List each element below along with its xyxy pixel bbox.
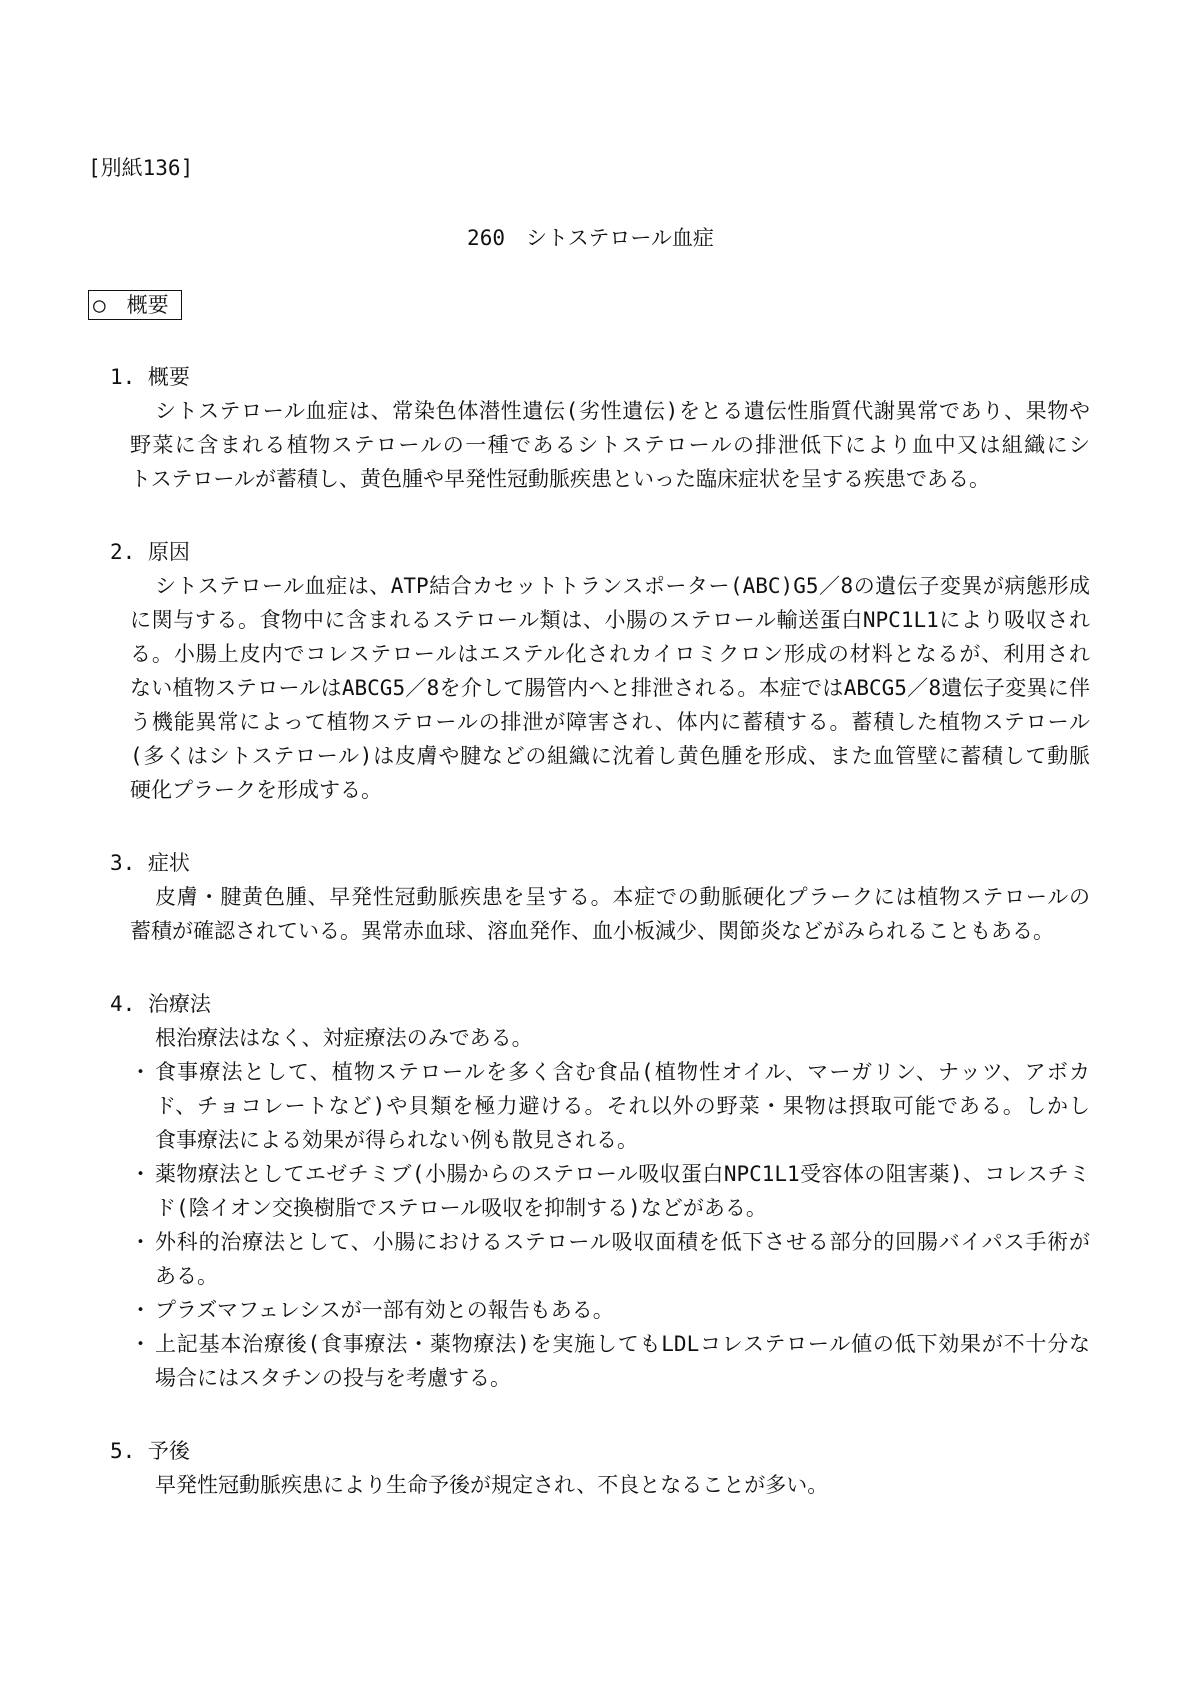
bullet-item — [110, 1157, 1090, 1225]
bullet-line: 外科的治療法として、小腸におけるステロール吸収面積を低下させる部分的回腸バイパス手術が — [155, 1230, 1090, 1254]
bullet-item — [110, 1055, 1090, 1157]
attachment-label: [別紙136] — [88, 156, 194, 180]
section-heading: 1. 概要 — [110, 365, 190, 389]
section — [110, 987, 1090, 1395]
summary-section-box: ○ 概要 — [88, 290, 182, 320]
section-heading: 5. 予後 — [110, 1439, 190, 1463]
paragraph-line: シトステロール血症は、ATP結合カセットトランスポーター(ABC)G5／8の遺伝子変異が病態形成 — [155, 574, 1090, 598]
paragraph-line: 硬化プラークを形成する。 — [130, 778, 382, 802]
section-heading: 3. 症状 — [110, 851, 190, 875]
bullet-line: ド(陰イオン交換樹脂でステロール吸収を抑制する)などがある。 — [155, 1196, 767, 1220]
paragraph-line: に関与する。食物中に含まれるステロール類は、小腸のステロール輸送蛋白NPC1L1により吸収され — [130, 608, 1090, 632]
bullet-mark: ・ — [130, 1060, 151, 1084]
section-heading: 2. 原因 — [110, 540, 190, 564]
paragraph-line: トステロールが蓄積し、黄色腫や早発性冠動脈疾患といった臨床症状を呈する疾患である。 — [130, 467, 990, 491]
bullet-item — [110, 1327, 1090, 1395]
bullet-line: 場合にはスタチンの投与を考慮する。 — [155, 1366, 511, 1390]
paragraph-line: ない植物ステロールはABCG5／8を介して腸管内へと排泄される。本症ではABCG5／8遺伝子変異に伴 — [130, 676, 1090, 700]
paragraph-line: る。小腸上皮内でコレステロールはエステル化されカイロミクロン形成の材料となるが、利用され — [130, 642, 1090, 666]
bullet-line: ド、チョコレートなど)や貝類を極力避ける。それ以外の野菜・果物は摂取可能である。しかし — [155, 1094, 1090, 1118]
bullet-text — [155, 1157, 1090, 1225]
bullet-mark: ・ — [130, 1332, 151, 1356]
section — [110, 360, 1090, 496]
page-title: 260 シトステロール血症 — [467, 226, 714, 250]
paragraph-line: 野菜に含まれる植物ステロールの一種であるシトステロールの排泄低下により血中又は組織にシ — [130, 433, 1090, 457]
bullet-mark: ・ — [130, 1298, 151, 1322]
paragraph-line: 早発性冠動脈疾患により生命予後が規定され、不良となることが多い。 — [155, 1473, 829, 1497]
paragraph-line: シトステロール血症は、常染色体潜性遺伝(劣性遺伝)をとる遺伝性脂質代謝異常であり、果物や — [155, 399, 1090, 423]
paragraph-line: う機能異常によって植物ステロールの排泄が障害され、体内に蓄積する。蓄積した植物ステロール — [130, 710, 1090, 734]
section — [110, 535, 1090, 807]
bullet-line: プラズマフェレシスが一部有効との報告もある。 — [155, 1298, 614, 1322]
paragraph-line: 皮膚・腱黄色腫、早発性冠動脈疾患を呈する。本症での動脈硬化プラークには植物ステロールの — [155, 885, 1090, 909]
bullet-text — [155, 1225, 1090, 1293]
sections — [110, 360, 1090, 1541]
section — [110, 846, 1090, 948]
bullet-line: 薬物療法としてエゼチミブ(小腸からのステロール吸収蛋白NPC1L1受容体の阻害薬)、コレスチミ — [155, 1162, 1090, 1186]
bullet-line: 食事療法として、植物ステロールを多く含む食品(植物性オイル、マーガリン、ナッツ、アボカ — [155, 1060, 1090, 1084]
paragraph-line: 根治療法はなく、対症療法のみである。 — [155, 1026, 533, 1050]
bullet-mark: ・ — [130, 1230, 151, 1254]
bullet-item — [110, 1293, 1090, 1327]
bullet-mark: ・ — [130, 1162, 151, 1186]
section — [110, 1434, 1090, 1502]
bullet-line: 食事療法による効果が得られない例も散見される。 — [155, 1128, 638, 1152]
bullet-text — [155, 1055, 1090, 1157]
bullet-text — [155, 1293, 1090, 1327]
section-heading: 4. 治療法 — [110, 992, 211, 1016]
paragraph-line: 蓄積が確認されている。異常赤血球、溶血発作、血小板減少、関節炎などがみられることもある。 — [130, 919, 1054, 943]
bullet-item — [110, 1225, 1090, 1293]
bullet-text — [155, 1327, 1090, 1395]
bullet-line: 上記基本治療後(食事療法・薬物療法)を実施してもLDLコレステロール値の低下効果が不十分な — [155, 1332, 1090, 1356]
bullet-line: ある。 — [155, 1264, 218, 1288]
paragraph-line: (多くはシトステロール)は皮膚や腱などの組織に沈着し黄色腫を形成、また血管壁に蓄積して動脈 — [130, 744, 1090, 768]
